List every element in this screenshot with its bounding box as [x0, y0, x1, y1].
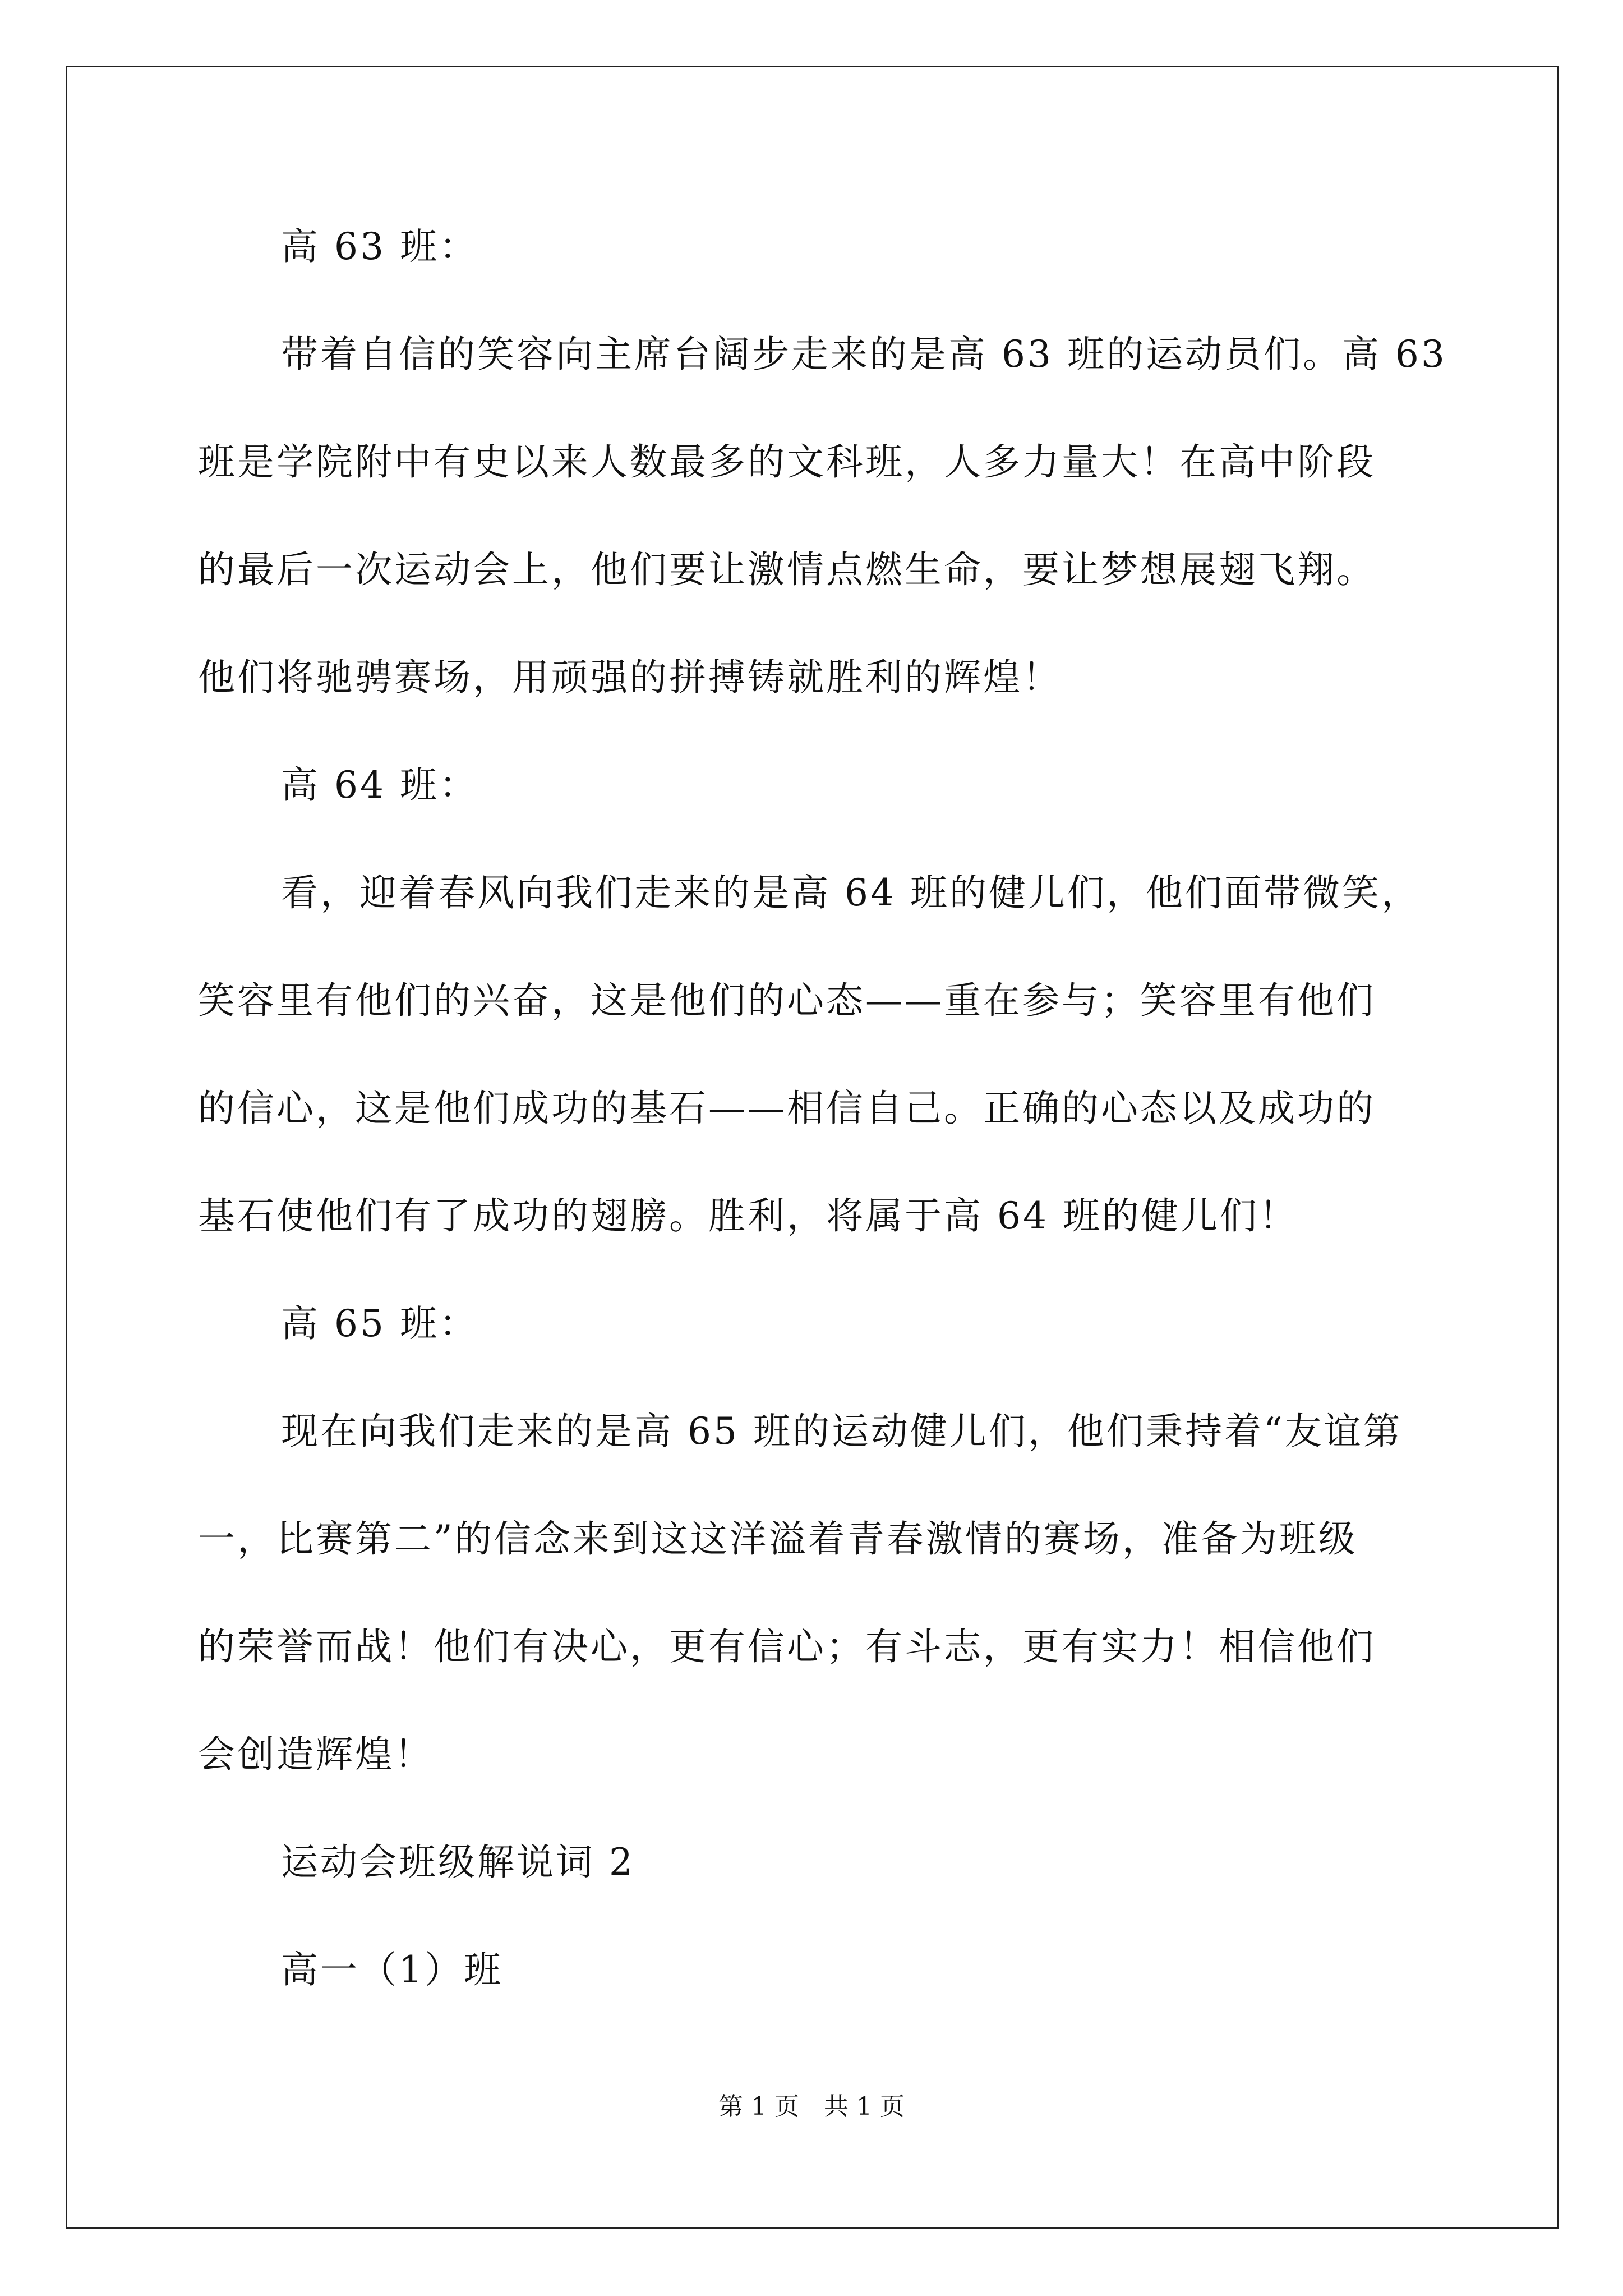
paragraph-line: 看，迎着春风向我们走来的是高 64 班的健儿们，他们面带微笑， — [281, 871, 1421, 914]
heading-class-64: 高 64 班： — [281, 763, 478, 807]
heading-class-63: 高 63 班： — [281, 225, 478, 268]
heading-class-65: 高 65 班： — [281, 1302, 478, 1345]
heading-class-1: 高一（1）班 — [281, 1948, 503, 1991]
paragraph-line: 会创造辉煌！ — [198, 1733, 434, 1776]
page-footer: 第 1 页 共 1 页 — [718, 2092, 905, 2121]
paragraph-line: 班是学院附中有史以来人数最多的文科班，人多力量大！在高中阶段 — [198, 440, 1376, 484]
section-title: 运动会班级解说词 2 — [281, 1841, 635, 1884]
paragraph-line: 的最后一次运动会上，他们要让激情点燃生命，要让梦想展翅飞翔。 — [198, 548, 1376, 591]
paragraph-line: 现在向我们走来的是高 65 班的运动健儿们，他们秉持着“友谊第 — [281, 1410, 1403, 1453]
paragraph-line: 一，比赛第二”的信念来到这这洋溢着青春激情的赛场，准备为班级 — [198, 1517, 1358, 1561]
page-border — [66, 66, 1559, 2229]
paragraph-line: 基石使他们有了成功的翅膀。胜利，将属于高 64 班的健儿们！ — [198, 1194, 1298, 1237]
paragraph-line: 的荣誉而战！他们有决心，更有信心；有斗志，更有实力！相信他们 — [198, 1625, 1376, 1668]
paragraph-line: 带着自信的笑容向主席台阔步走来的是高 63 班的运动员们。高 63 — [281, 333, 1447, 376]
paragraph-line: 笑容里有他们的兴奋，这是他们的心态——重在参与；笑容里有他们 — [198, 979, 1376, 1022]
paragraph-line: 他们将驰骋赛场，用顽强的拼搏铸就胜利的辉煌！ — [198, 656, 1062, 699]
paragraph-line: 的信心，这是他们成功的基石——相信自己。正确的心态以及成功的 — [198, 1087, 1376, 1130]
